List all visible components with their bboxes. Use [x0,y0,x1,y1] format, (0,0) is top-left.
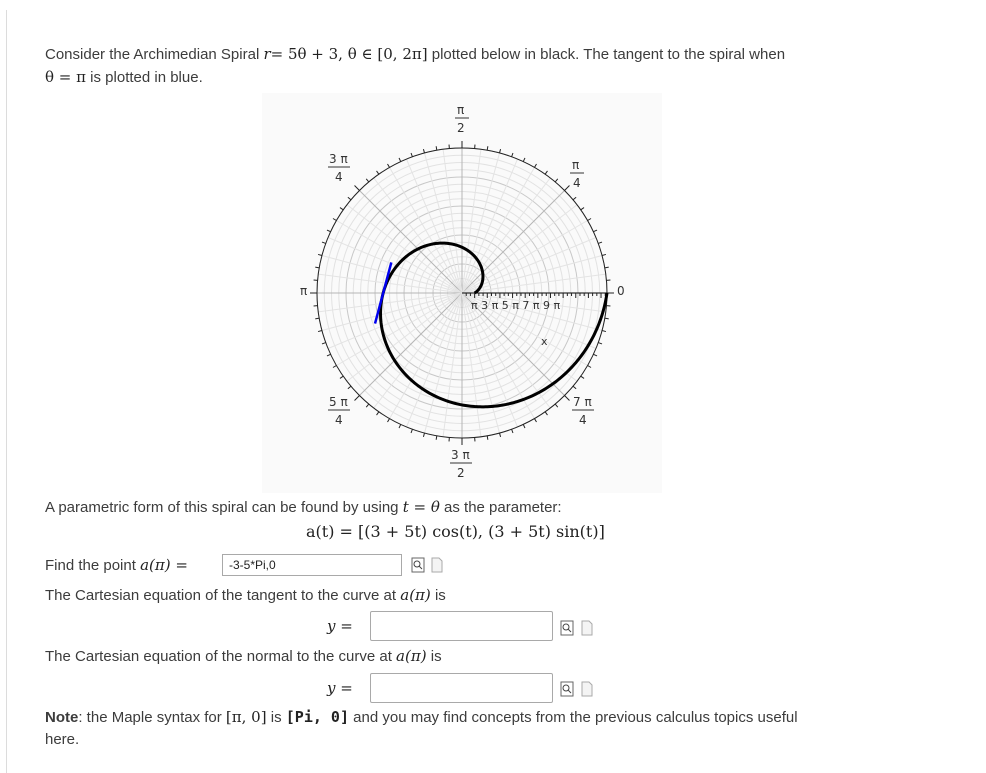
angle-tick [348,386,351,389]
intro-line-1: Consider the Archimedian Spiral r= 5θ + 3, θ ∈ [0, 2π] plotted below in black. The tangent to the spiral when [45,45,786,63]
angle-tick [555,404,558,407]
q1-text: Find the point a(π) = [45,556,188,574]
angle-tick [322,343,326,344]
angle-tick [327,230,331,232]
q2-lhs: y = [327,617,353,635]
angle-tick [333,219,336,221]
angle-tick [512,429,513,433]
grid-spoke [390,293,463,419]
angle-tick [588,219,591,221]
angle-tick [598,242,602,243]
angle-label-3pi2: 3 π [451,448,470,462]
angle-tick [318,331,322,332]
note-line-2: here. [45,731,80,748]
angle-tick [605,267,609,268]
angle-tick [399,424,401,428]
angle-tick [333,366,336,368]
angle-tick [602,254,606,255]
answer-field-point[interactable]: -3-5*Pi,0 [222,554,402,576]
angle-tick [545,171,547,174]
angle-label-3pi4: 3 π [329,152,348,166]
angle-label-5pi4: 5 π [329,395,348,409]
angle-tick [605,318,609,319]
q3-text: The Cartesian equation of the normal to the curve at a(π) is [45,647,442,665]
grid-spoke [462,293,500,433]
grid-spoke [336,221,462,294]
grid-spoke [462,153,500,293]
angle-tick [327,354,331,356]
angle-tick [423,149,424,153]
angle-label-pi4: π [572,158,580,172]
angle-tick [366,404,369,407]
param-formula: a(t) = [(3 + 5t) cos(t), (3 + 5t) sin(t)] [306,522,605,541]
angle-tick [366,179,369,182]
angle-tick [348,197,351,200]
angle-tick [535,419,537,422]
note-line-1: Note: the Maple syntax for [π, 0] is [Pi, 0] and you may find concepts from the previous calculus topics useful [45,708,798,726]
polar-plot-svg [262,93,662,493]
angle-tick [581,376,584,378]
q3-lhs: y = [327,679,353,697]
angle-tick [377,171,379,174]
help-icon[interactable] [580,681,594,697]
angle-tick [523,424,525,428]
angle-label-3pi4-den: 4 [335,170,343,184]
angle-tick [340,208,343,210]
angle-tick [315,267,319,268]
intro-line-2: θ = π is plotted in blue. [45,68,203,86]
angle-tick [565,396,570,401]
angle-label-pi2: π [457,103,465,117]
grid-spoke [424,293,462,433]
angle-tick [388,164,390,167]
polar-plot [262,93,662,493]
angle-tick [573,386,576,389]
angle-tick [423,433,424,437]
angle-tick [355,396,360,401]
angle-tick [355,186,360,191]
x-axis-label: x [541,335,548,348]
angle-tick [593,230,597,232]
angle-tick [388,419,390,422]
angle-tick [598,343,602,344]
angle-tick [399,158,401,162]
radial-tick-labels: π 3 π 5 π 7 π 9 π [471,299,561,312]
angle-tick [593,354,597,356]
param-text: A parametric form of this spiral can be found by using t = θ as the parameter: [45,498,562,516]
grid-spoke [390,167,463,293]
angle-label-3pi2-den: 2 [457,466,465,480]
angle-tick [318,254,322,255]
angle-label-7pi4-den: 4 [579,413,587,427]
angle-tick [602,331,606,332]
angle-tick [588,366,591,368]
angle-tick [555,179,558,182]
angle-tick [535,164,537,167]
angle-tick [500,149,501,153]
angle-tick [487,436,488,440]
preview-icon[interactable] [560,620,574,636]
angle-label-7pi4: 7 π [573,395,592,409]
angle-tick [436,146,437,150]
angle-tick [487,146,488,150]
angle-tick [500,433,501,437]
angle-tick [523,158,525,162]
answer-field-tangent[interactable] [370,611,553,641]
angle-tick [545,412,547,415]
angle-tick [315,318,319,319]
preview-icon[interactable] [411,557,425,573]
angle-tick [581,208,584,210]
angle-tick [565,186,570,191]
angle-tick [377,412,379,415]
angle-label-pi: π [300,284,308,298]
angle-label-0: 0 [617,284,625,298]
q2-text: The Cartesian equation of the tangent to the curve at a(π) is [45,586,446,604]
angle-tick [411,429,412,433]
angle-tick [411,153,412,157]
angle-tick [512,153,513,157]
preview-icon[interactable] [560,681,574,697]
angle-tick [322,242,326,243]
grid-spoke [462,167,535,293]
angle-label-5pi4-den: 4 [335,413,343,427]
grid-spoke [336,293,462,366]
angle-tick [340,376,343,378]
help-icon[interactable] [430,557,444,573]
angle-label-pi2-den: 2 [457,121,465,135]
grid-spoke [424,153,462,293]
angle-label-pi4-den: 4 [573,176,581,190]
help-icon[interactable] [580,620,594,636]
angle-tick [573,197,576,200]
grid-spoke [322,293,462,331]
angle-tick [436,436,437,440]
answer-field-normal[interactable] [370,673,553,703]
